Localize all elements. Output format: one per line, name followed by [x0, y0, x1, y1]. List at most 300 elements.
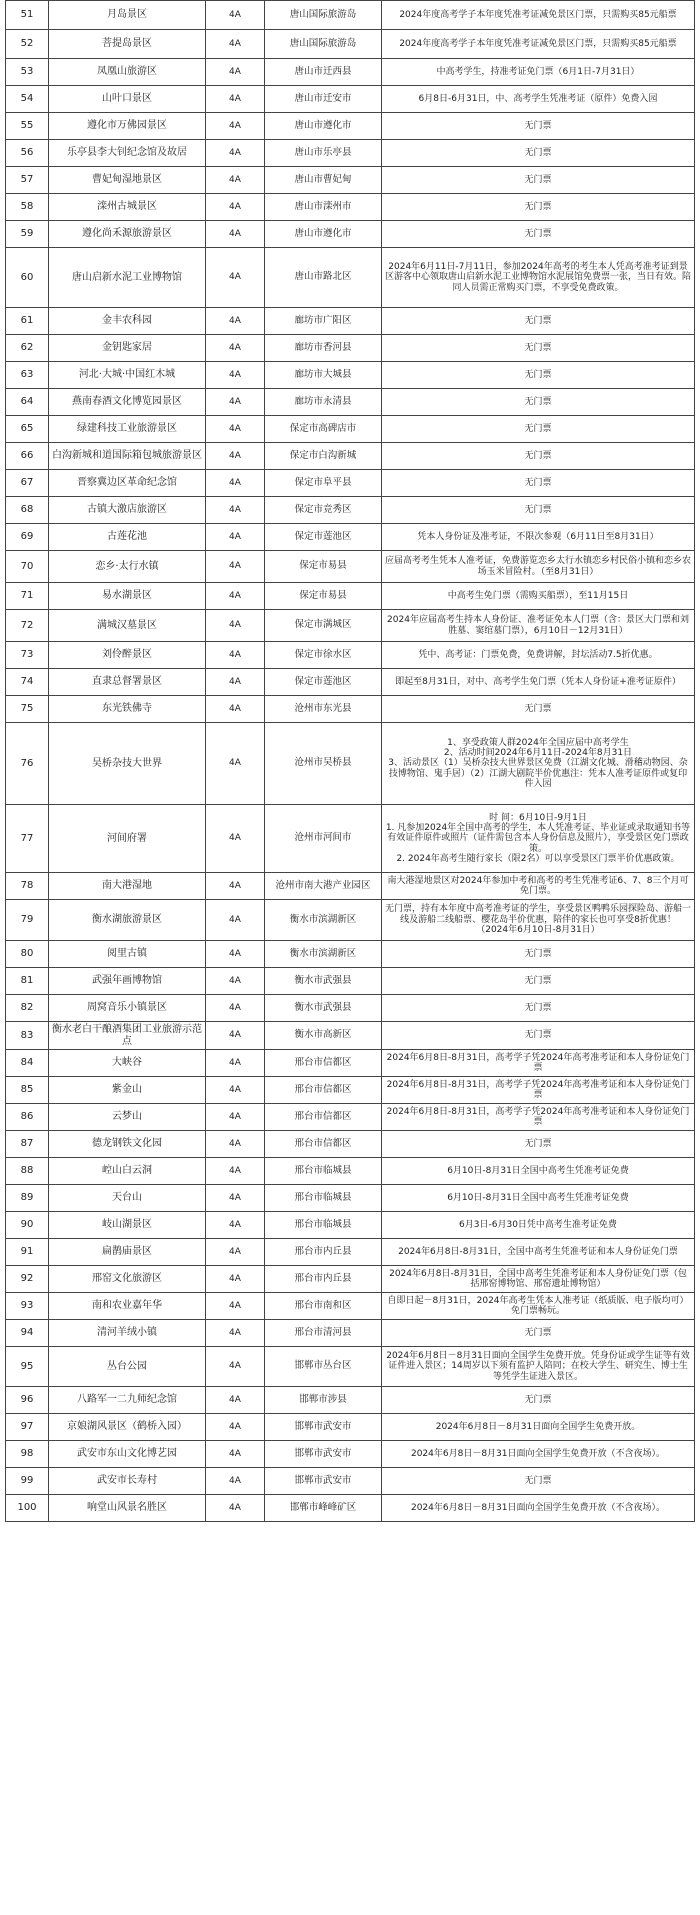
cell-no: 98 [6, 1441, 49, 1468]
cell-location: 邢台市信都区 [265, 1131, 382, 1158]
cell-location: 邢台市南和区 [265, 1293, 382, 1320]
cell-policy: 无门票 [382, 221, 695, 248]
cell-policy: 时 间：6月10日-9月1日 1. 凡参加2024年全国中高考的学生，本人凭准考证、毕业证或录取通知书等有效证件原件或照片（证件需包含本人身份信息及照片），享受景区免门票政策。 2. 2024年高考生随行家长（限2名）可以享受景区门票半价优惠政策。 [382, 805, 695, 873]
cell-policy: 2024年6月8日－8月31日面向全国学生免费开放。 [382, 1414, 695, 1441]
cell-name: 河间府署 [49, 805, 206, 873]
cell-policy: 1、享受政策人群2024年全国应届中高考学生 2、活动时间2024年6月11日-2024年8月31日 3、活动景区（1）吴桥杂技大世界景区免费（江湖文化城、滑稽动物园、杂技博物馆、鬼手居）（2）江湖大剧院半价优惠注：凭本人准考证原件或复印件入园 [382, 723, 695, 805]
cell-no: 96 [6, 1387, 49, 1414]
table-row [6, 1239, 695, 1266]
cell-location: 唐山市滦州市 [265, 194, 382, 221]
table-row [6, 1266, 695, 1293]
cell-policy: 6月10日-8月31日全国中高考生凭准考证免费 [382, 1158, 695, 1185]
cell-level: 4A [206, 1468, 265, 1495]
cell-policy: 无门票 [382, 113, 695, 140]
table-row [6, 995, 695, 1022]
cell-location: 邢台市清河县 [265, 1320, 382, 1347]
cell-location: 唐山市迁西县 [265, 59, 382, 86]
cell-location: 唐山市迁安市 [265, 86, 382, 113]
cell-policy: 2024年6月8日-8月31日，高考学子凭2024年高考准考证和本人身份证免门票 [382, 1104, 695, 1131]
cell-level: 4A [206, 1347, 265, 1387]
cell-no: 58 [6, 194, 49, 221]
cell-name: 响堂山风景名胜区 [49, 1495, 206, 1522]
cell-no: 82 [6, 995, 49, 1022]
cell-location: 邢台市内丘县 [265, 1239, 382, 1266]
cell-policy: 无门票 [382, 968, 695, 995]
table-row [6, 968, 695, 995]
cell-no: 66 [6, 443, 49, 470]
cell-name: 武强年画博物馆 [49, 968, 206, 995]
table-row [6, 941, 695, 968]
cell-policy: 6月10日-8月31日全国中高考生凭准考证免费 [382, 1185, 695, 1212]
table-row [6, 1158, 695, 1185]
table-row [6, 669, 695, 696]
cell-policy: 2024年应届高考生持本人身份证、准考证免本人门票（含：景区大门票和刘胜墓、窦绾墓门票），6月10日－12月31日） [382, 610, 695, 642]
cell-no: 73 [6, 642, 49, 669]
cell-location: 唐山市遵化市 [265, 221, 382, 248]
cell-no: 64 [6, 389, 49, 416]
cell-policy: 南大港湿地景区对2024年参加中考和高考的考生凭准考证6、7、8三个月可免门票。 [382, 873, 695, 900]
cell-name: 大峡谷 [49, 1050, 206, 1077]
cell-policy: 2024年度高考学子本年度凭准考证减免景区门票，只需购买85元船票 [382, 30, 695, 59]
cell-level: 4A [206, 1387, 265, 1414]
cell-policy: 无门票 [382, 362, 695, 389]
cell-no: 61 [6, 308, 49, 335]
cell-level: 4A [206, 669, 265, 696]
cell-policy: 无门票 [382, 416, 695, 443]
cell-name: 吴桥杂技大世界 [49, 723, 206, 805]
cell-location: 邢台市信都区 [265, 1050, 382, 1077]
cell-level: 4A [206, 1266, 265, 1293]
cell-level: 4A [206, 1104, 265, 1131]
table-row [6, 1, 695, 30]
table-row [6, 167, 695, 194]
cell-name: 月岛景区 [49, 1, 206, 30]
cell-location: 唐山市乐亭县 [265, 140, 382, 167]
cell-level: 4A [206, 86, 265, 113]
cell-location: 邯郸市丛台区 [265, 1347, 382, 1387]
cell-no: 78 [6, 873, 49, 900]
cell-location: 唐山市曹妃甸 [265, 167, 382, 194]
cell-name: 清河羊绒小镇 [49, 1320, 206, 1347]
cell-location: 保定市易县 [265, 583, 382, 610]
table-row [6, 497, 695, 524]
cell-name: 崆山白云洞 [49, 1158, 206, 1185]
cell-no: 91 [6, 1239, 49, 1266]
cell-location: 衡水市滨湖新区 [265, 900, 382, 941]
cell-name: 天台山 [49, 1185, 206, 1212]
cell-level: 4A [206, 1158, 265, 1185]
table-row [6, 873, 695, 900]
cell-name: 曹妃甸湿地景区 [49, 167, 206, 194]
cell-level: 4A [206, 610, 265, 642]
cell-name: 八路军一二九师纪念馆 [49, 1387, 206, 1414]
cell-no: 72 [6, 610, 49, 642]
table-row [6, 805, 695, 873]
cell-policy: 无门票 [382, 140, 695, 167]
cell-level: 4A [206, 443, 265, 470]
cell-policy: 2024年6月8日－8月31日面向全国学生免费开放（不含夜场）。 [382, 1495, 695, 1522]
cell-no: 56 [6, 140, 49, 167]
cell-name: 唐山启新水泥工业博物馆 [49, 248, 206, 308]
cell-no: 81 [6, 968, 49, 995]
cell-level: 4A [206, 642, 265, 669]
cell-level: 4A [206, 968, 265, 995]
cell-location: 唐山市路北区 [265, 248, 382, 308]
cell-no: 68 [6, 497, 49, 524]
cell-policy: 2024年6月8日-8月31日，全国中高考生凭准考证和本人身份证免门票 [382, 1239, 695, 1266]
cell-no: 74 [6, 669, 49, 696]
cell-policy: 2024年6月8日－8月31日面向全国学生免费开放。凭身份证或学生证等有效证件进入景区；14周岁以下须有监护人陪同；在校大学生、研究生、博士生等凭学生证进入景区。 [382, 1347, 695, 1387]
cell-location: 邯郸市峰峰矿区 [265, 1495, 382, 1522]
table-row [6, 1468, 695, 1495]
cell-policy: 2024年度高考学子本年度凭准考证减免景区门票，只需购买85元船票 [382, 1, 695, 30]
cell-policy: 无门票 [382, 497, 695, 524]
cell-location: 唐山国际旅游岛 [265, 30, 382, 59]
cell-policy: 6月3日-6月30日凭中高考生准考证免费 [382, 1212, 695, 1239]
cell-no: 54 [6, 86, 49, 113]
cell-no: 53 [6, 59, 49, 86]
cell-name: 南大港湿地 [49, 873, 206, 900]
cell-level: 4A [206, 1050, 265, 1077]
cell-location: 廊坊市大城县 [265, 362, 382, 389]
cell-policy: 无门票 [382, 1131, 695, 1158]
table-row [6, 443, 695, 470]
cell-location: 保定市易县 [265, 551, 382, 583]
cell-name: 扁鹊庙景区 [49, 1239, 206, 1266]
cell-name: 武安市长寿村 [49, 1468, 206, 1495]
cell-name: 紫金山 [49, 1077, 206, 1104]
cell-level: 4A [206, 221, 265, 248]
cell-location: 衡水市高新区 [265, 1022, 382, 1050]
cell-no: 55 [6, 113, 49, 140]
cell-no: 75 [6, 696, 49, 723]
cell-level: 4A [206, 524, 265, 551]
scenic-spot-table [5, 0, 695, 1522]
cell-name: 河北·大城·中国红木城 [49, 362, 206, 389]
cell-no: 67 [6, 470, 49, 497]
cell-name: 直隶总督署景区 [49, 669, 206, 696]
cell-level: 4A [206, 1131, 265, 1158]
cell-level: 4A [206, 995, 265, 1022]
cell-policy: 无门票 [382, 308, 695, 335]
cell-name: 恋乡·太行水镇 [49, 551, 206, 583]
cell-location: 保定市莲池区 [265, 669, 382, 696]
cell-name: 乐亭县李大钊纪念馆及故居 [49, 140, 206, 167]
table-row [6, 362, 695, 389]
cell-location: 廊坊市香河县 [265, 335, 382, 362]
cell-level: 4A [206, 167, 265, 194]
cell-location: 邢台市临城县 [265, 1185, 382, 1212]
cell-no: 60 [6, 248, 49, 308]
cell-location: 保定市高碑店市 [265, 416, 382, 443]
cell-policy: 6月8日-6月31日，中、高考学生凭准考证（原件）免费入园 [382, 86, 695, 113]
cell-name: 德龙钢铁文化园 [49, 1131, 206, 1158]
cell-name: 金钥匙家居 [49, 335, 206, 362]
cell-level: 4A [206, 1495, 265, 1522]
cell-no: 84 [6, 1050, 49, 1077]
cell-location: 沧州市河间市 [265, 805, 382, 873]
cell-level: 4A [206, 470, 265, 497]
table-row [6, 642, 695, 669]
cell-name: 山叶口景区 [49, 86, 206, 113]
table-row [6, 140, 695, 167]
cell-no: 94 [6, 1320, 49, 1347]
cell-location: 唐山市遵化市 [265, 113, 382, 140]
cell-policy: 无门票 [382, 389, 695, 416]
table-row [6, 1495, 695, 1522]
cell-no: 76 [6, 723, 49, 805]
cell-policy: 中高考生免门票（需购买船票），至11月15日 [382, 583, 695, 610]
cell-name: 东光铁佛寺 [49, 696, 206, 723]
cell-no: 80 [6, 941, 49, 968]
cell-location: 保定市莲池区 [265, 524, 382, 551]
cell-level: 4A [206, 1441, 265, 1468]
table-row [6, 583, 695, 610]
cell-policy: 2024年6月8日－8月31日面向全国学生免费开放（不含夜场）。 [382, 1441, 695, 1468]
table-row [6, 86, 695, 113]
cell-no: 52 [6, 30, 49, 59]
cell-name: 南和农业嘉年华 [49, 1293, 206, 1320]
cell-policy: 无门票 [382, 941, 695, 968]
cell-level: 4A [206, 113, 265, 140]
table-row [6, 524, 695, 551]
cell-policy: 无门票 [382, 167, 695, 194]
cell-name: 满城汉墓景区 [49, 610, 206, 642]
cell-name: 遵化尚禾源旅游景区 [49, 221, 206, 248]
cell-no: 62 [6, 335, 49, 362]
cell-name: 阅里古镇 [49, 941, 206, 968]
table-row [6, 389, 695, 416]
cell-location: 邯郸市武安市 [265, 1414, 382, 1441]
cell-name: 遵化市万佛园景区 [49, 113, 206, 140]
cell-location: 邢台市信都区 [265, 1077, 382, 1104]
cell-policy: 凭中、高考证：门票免费，免费讲解，封坛活动7.5折优惠。 [382, 642, 695, 669]
cell-name: 云梦山 [49, 1104, 206, 1131]
cell-no: 70 [6, 551, 49, 583]
cell-location: 邯郸市武安市 [265, 1468, 382, 1495]
cell-name: 绿建科技工业旅游景区 [49, 416, 206, 443]
cell-no: 83 [6, 1022, 49, 1050]
table-row [6, 1022, 695, 1050]
cell-location: 衡水市武强县 [265, 995, 382, 1022]
cell-location: 邯郸市武安市 [265, 1441, 382, 1468]
cell-policy: 无门票，持有本年度中高考准考证的学生，享受景区鸭鸭乐园探险岛、游船一线及游船二线船票、樱花岛半价优惠，陪伴的家长也可享受8折优惠！（2024年6月10日-8月31日） [382, 900, 695, 941]
table-row [6, 335, 695, 362]
cell-level: 4A [206, 1185, 265, 1212]
table-row [6, 470, 695, 497]
cell-level: 4A [206, 805, 265, 873]
cell-policy: 2024年6月8日-8月31日，全国中高考生凭准考证和本人身份证免门票（包括邢窑博物馆、邢窑遗址博物馆） [382, 1266, 695, 1293]
cell-no: 99 [6, 1468, 49, 1495]
table-row [6, 30, 695, 59]
cell-level: 4A [206, 900, 265, 941]
cell-location: 保定市白沟新城 [265, 443, 382, 470]
cell-policy: 自即日起－8月31日，2024年高考生凭本人准考证（纸质版、电子版均可）免门票畅玩。 [382, 1293, 695, 1320]
cell-name: 白沟新城和道国际箱包城旅游景区 [49, 443, 206, 470]
cell-location: 保定市满城区 [265, 610, 382, 642]
cell-no: 97 [6, 1414, 49, 1441]
cell-name: 易水湖景区 [49, 583, 206, 610]
table-row [6, 1131, 695, 1158]
cell-no: 77 [6, 805, 49, 873]
cell-level: 4A [206, 497, 265, 524]
cell-name: 京娘湖风景区（鹤桥入园） [49, 1414, 206, 1441]
table-row [6, 1347, 695, 1387]
cell-location: 保定市徐水区 [265, 642, 382, 669]
cell-no: 69 [6, 524, 49, 551]
table-row [6, 1293, 695, 1320]
cell-location: 邯郸市涉县 [265, 1387, 382, 1414]
cell-name: 刘伶醉景区 [49, 642, 206, 669]
table-row [6, 248, 695, 308]
table-row [6, 308, 695, 335]
table-row [6, 416, 695, 443]
table-row [6, 1414, 695, 1441]
cell-name: 金丰农科园 [49, 308, 206, 335]
cell-location: 沧州市东光县 [265, 696, 382, 723]
cell-no: 57 [6, 167, 49, 194]
cell-name: 滦州古城景区 [49, 194, 206, 221]
cell-no: 89 [6, 1185, 49, 1212]
cell-location: 廊坊市永清县 [265, 389, 382, 416]
cell-level: 4A [206, 1239, 265, 1266]
table-row [6, 1387, 695, 1414]
cell-policy: 无门票 [382, 1022, 695, 1050]
cell-policy: 无门票 [382, 335, 695, 362]
cell-level: 4A [206, 389, 265, 416]
table-row [6, 113, 695, 140]
cell-name: 晋察冀边区革命纪念馆 [49, 470, 206, 497]
table-row [6, 1077, 695, 1104]
cell-name: 菩提岛景区 [49, 30, 206, 59]
cell-level: 4A [206, 1022, 265, 1050]
table-row [6, 194, 695, 221]
table-row [6, 1185, 695, 1212]
table-row [6, 696, 695, 723]
cell-level: 4A [206, 723, 265, 805]
cell-no: 92 [6, 1266, 49, 1293]
cell-policy: 无门票 [382, 194, 695, 221]
cell-level: 4A [206, 583, 265, 610]
cell-name: 邢窑文化旅游区 [49, 1266, 206, 1293]
table-row [6, 1320, 695, 1347]
cell-location: 邢台市信都区 [265, 1104, 382, 1131]
cell-no: 88 [6, 1158, 49, 1185]
cell-level: 4A [206, 1, 265, 30]
cell-location: 唐山国际旅游岛 [265, 1, 382, 30]
cell-location: 沧州市吴桥县 [265, 723, 382, 805]
cell-location: 邢台市临城县 [265, 1158, 382, 1185]
cell-no: 90 [6, 1212, 49, 1239]
cell-policy: 2024年6月11日-7月11日，参加2024年高考的考生本人凭高考准考证到景区游客中心领取唐山启新水泥工业博物馆水泥展馆免费票一张，当日有效。陪同人员需正常购买门票，不享受免费政策。 [382, 248, 695, 308]
table-row [6, 1212, 695, 1239]
cell-name: 古莲花池 [49, 524, 206, 551]
table-row [6, 1441, 695, 1468]
cell-location: 保定市阜平县 [265, 470, 382, 497]
cell-location: 衡水市滨湖新区 [265, 941, 382, 968]
cell-location: 保定市竞秀区 [265, 497, 382, 524]
cell-name: 周窝音乐小镇景区 [49, 995, 206, 1022]
cell-no: 71 [6, 583, 49, 610]
cell-no: 95 [6, 1347, 49, 1387]
cell-level: 4A [206, 59, 265, 86]
cell-level: 4A [206, 194, 265, 221]
cell-policy: 无门票 [382, 696, 695, 723]
cell-no: 63 [6, 362, 49, 389]
cell-policy: 即起至8月31日，对中、高考学生免门票（凭本人身份证+准考证原件） [382, 669, 695, 696]
cell-policy: 中高考学生，持准考证免门票（6月1日-7月31日） [382, 59, 695, 86]
cell-level: 4A [206, 335, 265, 362]
table-row [6, 723, 695, 805]
cell-level: 4A [206, 1414, 265, 1441]
cell-name: 衡水湖旅游景区 [49, 900, 206, 941]
cell-level: 4A [206, 248, 265, 308]
cell-level: 4A [206, 416, 265, 443]
cell-level: 4A [206, 1320, 265, 1347]
cell-policy: 无门票 [382, 1468, 695, 1495]
cell-policy: 凭本人身份证及准考证，不限次参观（6月11日至8月31日） [382, 524, 695, 551]
cell-location: 邢台市内丘县 [265, 1266, 382, 1293]
cell-policy: 2024年6月8日-8月31日，高考学子凭2024年高考准考证和本人身份证免门票 [382, 1077, 695, 1104]
cell-policy: 无门票 [382, 470, 695, 497]
table-row [6, 551, 695, 583]
table-row [6, 900, 695, 941]
cell-policy: 应届高考考生凭本人准考证，免费游览恋乡太行水镇恋乡村民俗小镇和恋乡农场玉米冒险村。（至8月31日） [382, 551, 695, 583]
table-row [6, 610, 695, 642]
cell-level: 4A [206, 1293, 265, 1320]
cell-name: 武安市东山文化博艺园 [49, 1441, 206, 1468]
cell-name: 古镇大激店旅游区 [49, 497, 206, 524]
table-row [6, 59, 695, 86]
cell-no: 85 [6, 1077, 49, 1104]
cell-level: 4A [206, 140, 265, 167]
cell-policy: 无门票 [382, 1320, 695, 1347]
cell-no: 86 [6, 1104, 49, 1131]
cell-no: 100 [6, 1495, 49, 1522]
table-row [6, 1104, 695, 1131]
table-container [5, 0, 695, 1522]
cell-no: 93 [6, 1293, 49, 1320]
cell-level: 4A [206, 1077, 265, 1104]
cell-no: 51 [6, 1, 49, 30]
cell-policy: 无门票 [382, 443, 695, 470]
cell-level: 4A [206, 30, 265, 59]
table-row [6, 1050, 695, 1077]
cell-level: 4A [206, 873, 265, 900]
table-row [6, 221, 695, 248]
cell-location: 廊坊市广阳区 [265, 308, 382, 335]
cell-no: 87 [6, 1131, 49, 1158]
cell-level: 4A [206, 696, 265, 723]
cell-name: 凤凰山旅游区 [49, 59, 206, 86]
cell-name: 燕南春酒文化博览园景区 [49, 389, 206, 416]
cell-name: 衡水老白干酿酒集团工业旅游示范点 [49, 1022, 206, 1050]
cell-no: 79 [6, 900, 49, 941]
cell-name: 丛台公园 [49, 1347, 206, 1387]
cell-level: 4A [206, 941, 265, 968]
cell-level: 4A [206, 1212, 265, 1239]
cell-level: 4A [206, 551, 265, 583]
cell-no: 59 [6, 221, 49, 248]
cell-location: 衡水市武强县 [265, 968, 382, 995]
table-body [6, 1, 695, 1522]
cell-name: 岐山湖景区 [49, 1212, 206, 1239]
cell-policy: 2024年6月8日-8月31日，高考学子凭2024年高考准考证和本人身份证免门票 [382, 1050, 695, 1077]
cell-level: 4A [206, 308, 265, 335]
cell-no: 65 [6, 416, 49, 443]
cell-location: 沧州市南大港产业园区 [265, 873, 382, 900]
cell-policy: 无门票 [382, 995, 695, 1022]
